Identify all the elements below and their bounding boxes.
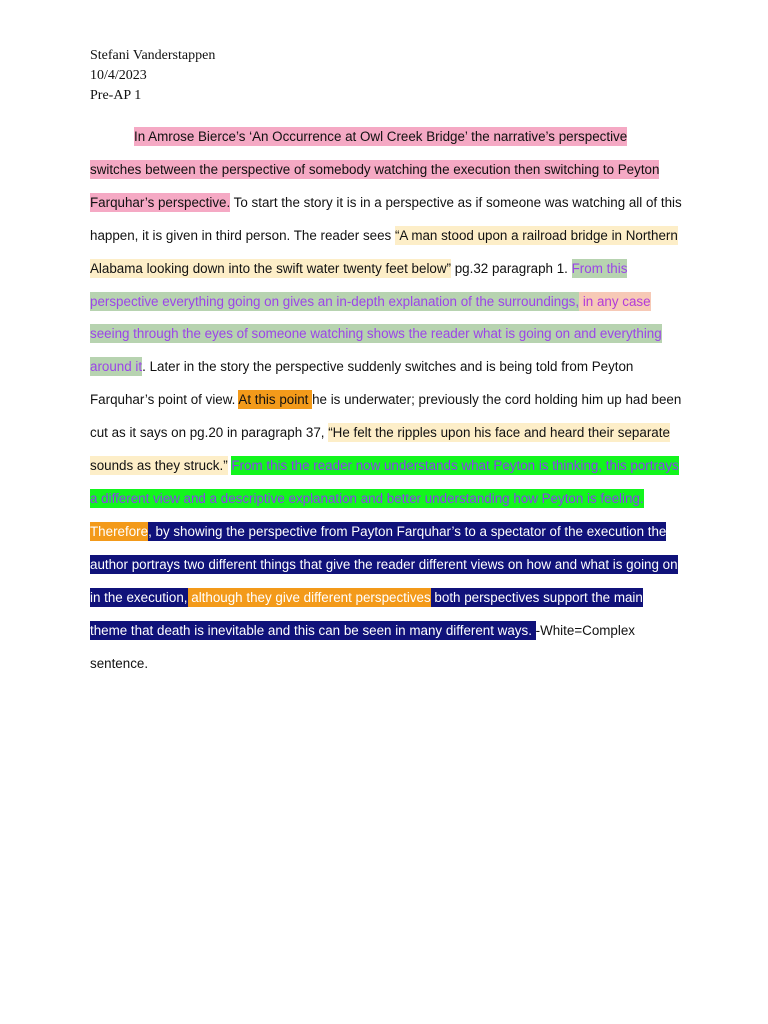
essay-paragraph	[90, 121, 682, 680]
class-name: Pre-AP 1	[90, 88, 142, 103]
text-segment: . Later in the story the perspective suddenly switches and is being told from Peyton Farquhar’s point of view.	[90, 359, 634, 408]
highlight-segment: At this point	[238, 392, 313, 408]
highlight-segment: although they give different perspectives	[187, 589, 431, 605]
text-segment: -White=Complex sentence.	[90, 622, 635, 671]
quote-highlight-segment: “He felt the ripples upon his face and heard their separate sounds as they struck.”	[90, 425, 670, 474]
highlight-segment: In Amrose Bierce’s ‘An Occurrence at Owl Creek Bridge’ the narrative’s perspective switches between the perspective of somebody watching the execution then switching to Peyton Farquhar’s perspective.	[90, 129, 660, 210]
author-name: Stefani Vanderstappen	[90, 48, 216, 63]
text-segment: pg.32 paragraph 1.	[451, 260, 572, 276]
document-header	[90, 46, 215, 106]
highlight-segment: From this the reader now understands what Peyton is thinking, this portrays a different view and a descriptive explanation and better understanding how Peyton is feeling.	[90, 458, 679, 506]
document-date: 10/4/2023	[90, 68, 147, 83]
highlight-segment: Therefore	[90, 523, 149, 539]
quote-highlight-segment: “A man stood upon a railroad bridge in Northern Alabama looking down into the swift water twenty feet below”	[90, 227, 678, 276]
text-segment: To start the story it is in a perspective as if someone was watching all of this happen, it is given in third person. The reader sees	[90, 194, 682, 243]
highlight-segment: both perspectives support the main theme that death is inevitable and this can be seen in many different ways.	[90, 589, 643, 638]
highlight-segment: seeing through the eyes of someone watching shows the reader what is going on and everything around it	[90, 326, 662, 375]
text-segment: he is underwater; previously the cord holding him up had been cut as it says on pg.20 in paragraph 37,	[90, 392, 682, 441]
highlight-segment: , by showing the perspective from Payton Farquhar’s to a spectator of the execution the author portrays two different things that give the reader different views on how and what is going on in the execution,	[90, 523, 678, 605]
highlight-segment: in any case	[579, 293, 651, 309]
highlight-segment: From this perspective everything going on gives an in-depth explanation of the surroundings,	[90, 260, 628, 309]
